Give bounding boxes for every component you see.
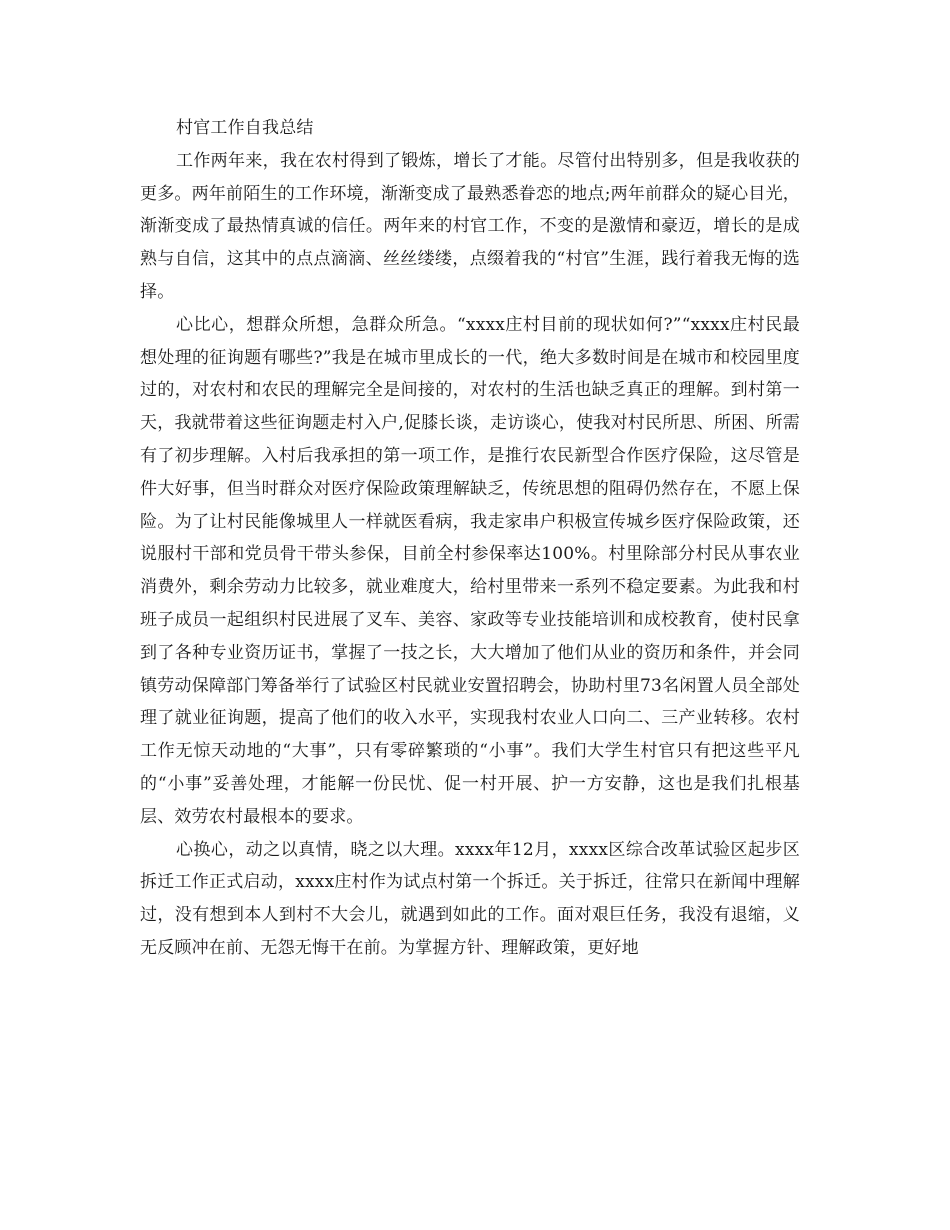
paragraph-1: 工作两年来，我在农村得到了锻炼，增长了才能。尽管付出特别多，但是我收获的更多。两年前陌生的工作环境，渐渐变成了最熟悉眷恋的地点;两年前群众的疑心目光，渐渐变成了最热情真诚的信任。两年来的村官工作，不变的是激情和豪迈，增长的是成熟与自信，这其中的点点滴滴、丝丝缕缕，点缀着我的“村官”生涯，践行着我无悔的选择。 xyxy=(140,150,800,302)
paragraph-3: 心换心，动之以真情，晓之以大理。xxxx年12月，xxxx区综合改革试验区起步区拆迁工作正式启动，xxxx庄村作为试点村第一个拆迁。关于拆迁，往常只在新闻中理解过，没有想到本人到村不大会儿，就遇到如此的工作。面对艰巨任务，我没有退缩，义无反顾冲在前、无怨无悔干在前。为掌握方针、理解政策，更好地 xyxy=(140,839,800,958)
paragraph-2: 心比心，想群众所想，急群众所急。“xxxx庄村目前的现状如何?”“xxxx庄村民最想处理的征询题有哪些?”我是在城市里成长的一代，绝大多数时间是在城市和校园里度过的，对农村和农民的理解完全是间接的，对农村的生活也缺乏真正的理解。到村第一天，我就带着这些征询题走村入户,促膝长谈，走访谈心，使我对村民所思、所困、所需有了初步理解。入村后我承担的第一项工作，是推行农民新型合作医疗保险，这尽管是件大好事，但当时群众对医疗保险政策理解缺乏，传统思想的阻碍仍然存在，不愿上保险。为了让村民能像城里人一样就医看病，我走家串户积极宣传城乡医疗保险政策，还说服村干部和党员骨干带头参保，目前全村参保率达100%。村里除部分村民从事农业消费外，剩余劳动力比较多，就业难度大，给村里带来一系列不稳定要素。为此我和村班子成员一起组织村民进展了叉车、美容、家政等专业技能培训和成校教育，使村民拿到了各种专业资历证书，掌握了一技之长，大大增加了他们从业的资历和条件，并会同镇劳动保障部门筹备举行了试验区村民就业安置招聘会，协助村里73名闲置人员全部处理了就业征询题，提高了他们的收入水平，实现我村农业人口向二、三产业转移。农村工作无惊天动地的“大事”，只有零碎繁琐的“小事”。我们大学生村官只有把这些平凡的“小事”妥善处理，才能解一份民忧、促一村开展、护一方安静，这也是我们扎根基层、效劳农村最根本的要求。 xyxy=(140,314,800,827)
document-title: 村官工作自我总结 xyxy=(176,118,314,138)
document-body xyxy=(140,112,800,965)
